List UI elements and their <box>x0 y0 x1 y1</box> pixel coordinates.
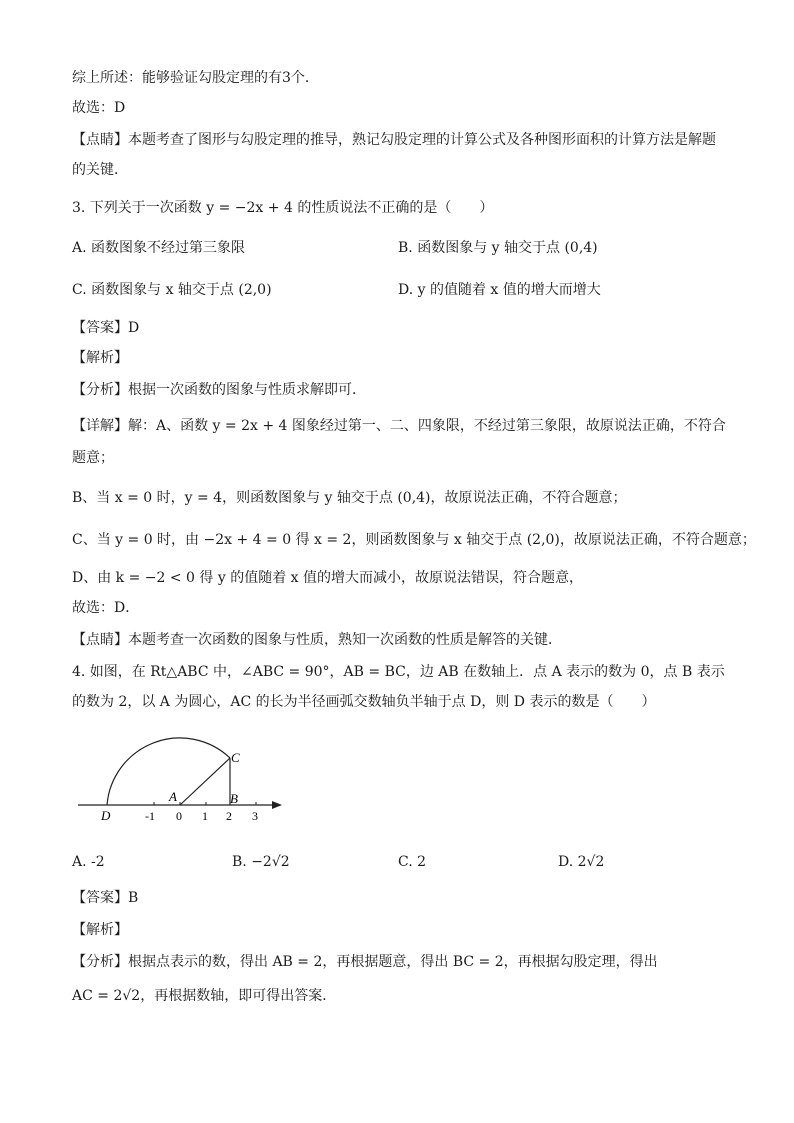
segment-ac <box>180 758 230 805</box>
text-line: 故选：D <box>72 100 126 116</box>
q4-option: A. -2 <box>72 854 105 870</box>
text-line: 的数为 2，以 A 为圆心，AC 的长为半径画弧交数轴负半轴于点 D，则 D 表示的数是（ ） <box>72 694 656 710</box>
text-line: 4. 如图，在 Rt△ABC 中，∠ABC = 90°，AB = BC，边 AB 在数轴上．点 A 表示的数为 0，点 B 表示 <box>72 664 725 680</box>
text-line: 【详解】解：A、函数 y = 2x + 4 图象经过第一、二、四象限，不经过第三象限，故原说法正确，不符合 <box>72 418 726 434</box>
text-line: 【点睛】本题考查了图形与勾股定理的推导，熟记勾股定理的计算公式及各种图形面积的计算方法是解题 <box>72 132 716 148</box>
label-b: B <box>230 791 238 806</box>
text-line: 【解析】 <box>72 922 128 938</box>
q3-option: C. 函数图象与 x 轴交于点 (2,0) <box>72 282 272 298</box>
text-line: C、当 y = 0 时，由 −2x + 4 = 0 得 x = 2，则函数图象与 x 轴交于点 (2,0)，故原说法正确，不符合题意； <box>72 532 756 548</box>
text-line: 3. 下列关于一次函数 y = −2x + 4 的性质说法不正确的是（ ） <box>72 200 494 216</box>
text-line: 的关键． <box>72 162 128 178</box>
label-c: C <box>231 750 240 765</box>
text-line: 【解析】 <box>72 350 128 366</box>
tick-label: -1 <box>145 809 155 823</box>
q3-option: A. 函数图象不经过第三象限 <box>72 240 246 256</box>
text-line: 【分析】根据一次函数的图象与性质求解即可． <box>72 382 366 398</box>
text-line: 【答案】B <box>72 890 139 906</box>
text-line: 综上所述：能够验证勾股定理的有3个． <box>72 70 319 86</box>
tick-label: 2 <box>226 809 232 823</box>
text-line: AC = 2√2，再根据数轴，即可得出答案． <box>72 988 337 1004</box>
geometry-diagram <box>72 732 292 828</box>
tick-label: 0 <box>176 809 182 823</box>
text-line: D、由 k = −2 < 0 得 y 的值随着 x 值的增大而减小，故原说法错误，符合题意， <box>72 570 584 586</box>
text-line: 故选：D． <box>72 600 140 616</box>
number-line-figure <box>72 732 292 828</box>
q3-option: B. 函数图象与 y 轴交于点 (0,4) <box>398 240 598 256</box>
text-line: B、当 x = 0 时，y = 4，则函数图象与 y 轴交于点 (0,4)，故原说法正确，不符合题意； <box>72 490 627 506</box>
label-a: A <box>169 789 177 804</box>
tick-label: 1 <box>202 809 208 823</box>
text-line: 【答案】D <box>72 320 140 336</box>
q4-option: C. 2 <box>398 854 427 870</box>
q4-option: D. 2√2 <box>558 854 605 870</box>
axis-arrow-icon <box>272 801 282 809</box>
q4-option: B. −2√2 <box>232 854 290 870</box>
tick-label: 3 <box>252 809 258 823</box>
label-d: D <box>101 808 111 823</box>
q3-option: D. y 的值随着 x 值的增大而增大 <box>398 282 601 298</box>
text-line: 题意； <box>72 450 114 466</box>
text-line: 【分析】根据点表示的数，得出 AB = 2，再根据题意，得出 BC = 2，再根据勾股定理，得出 <box>72 954 658 970</box>
text-line: 【点睛】本题考查一次函数的图象与性质，熟知一次函数的性质是解答的关键． <box>72 632 562 648</box>
